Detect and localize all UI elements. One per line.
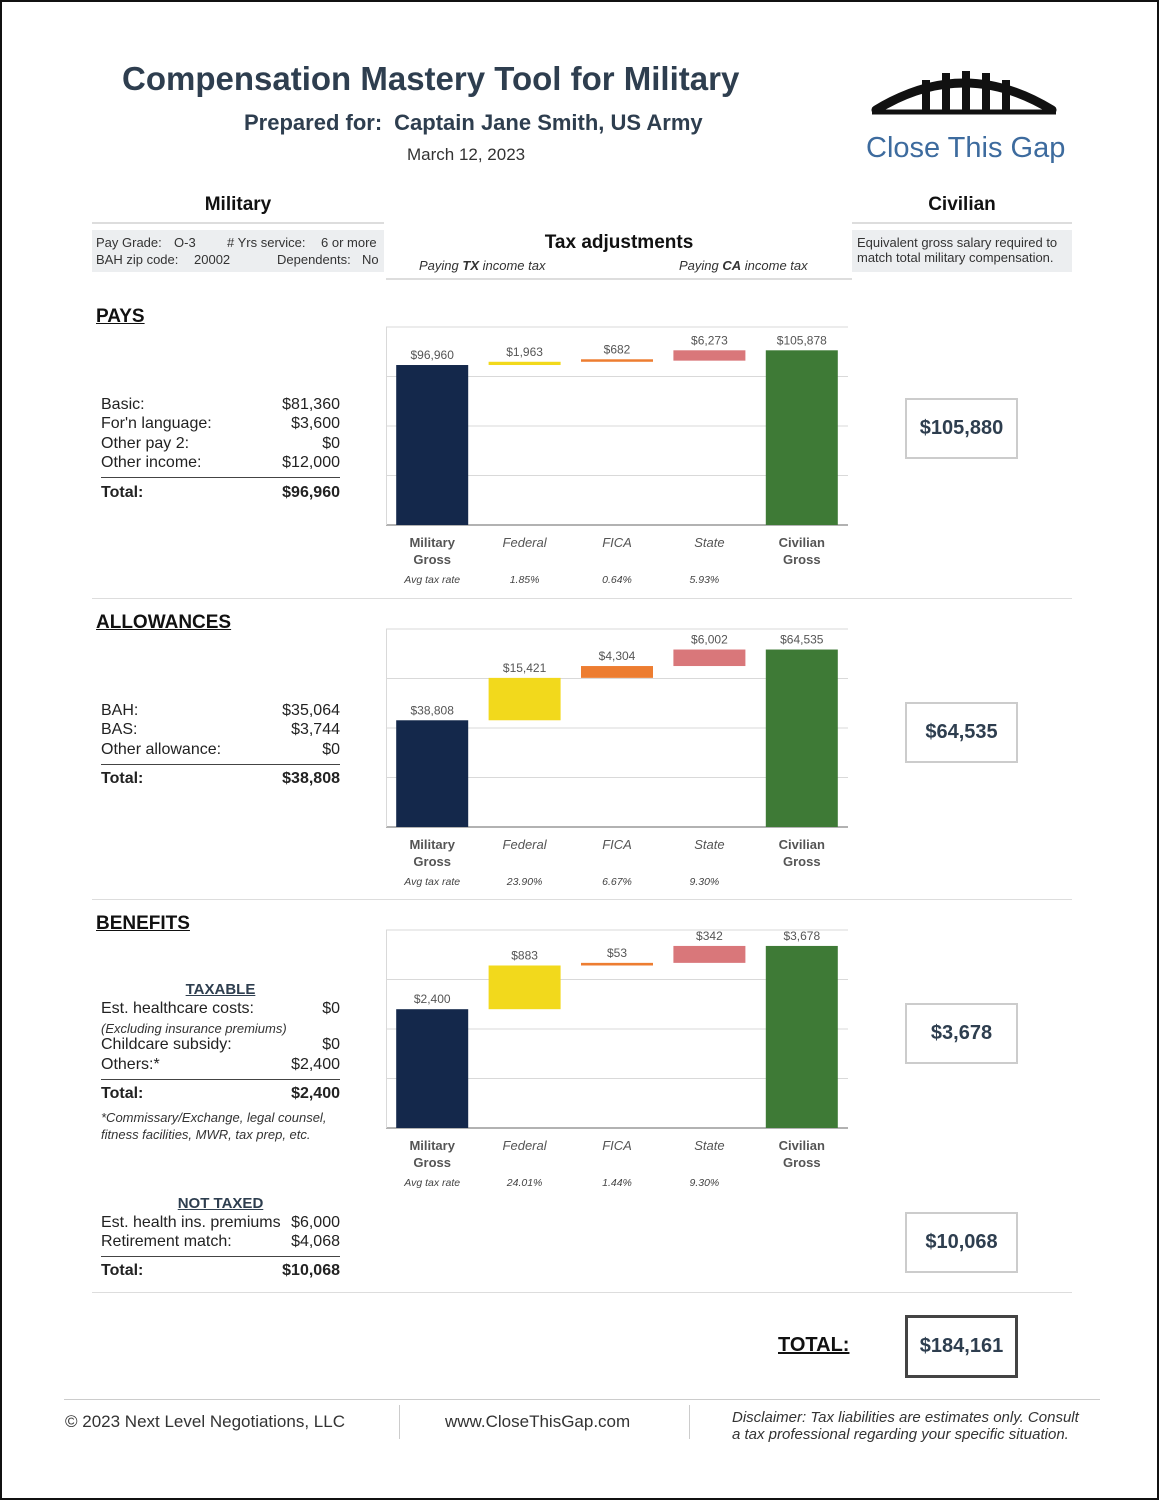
taxable-row-label: Others:* xyxy=(101,1056,160,1073)
divider xyxy=(92,222,384,224)
bah-zip-label: BAH zip code: xyxy=(96,252,179,267)
chart-value-label: $2,400 xyxy=(413,992,451,1007)
tax-left-prefix: Paying xyxy=(419,258,459,273)
chart-value-label: $883 xyxy=(511,948,538,963)
chart-category-label: Gross xyxy=(413,854,451,869)
divider xyxy=(852,222,1072,224)
divider xyxy=(386,278,852,280)
allowances-row-label: Other allowance: xyxy=(101,741,222,758)
avg-tax-rate: 5.93% xyxy=(689,574,720,586)
chart-category-label: Civilian xyxy=(778,837,825,852)
pays-row-value: $12,000 xyxy=(282,454,340,471)
chart-category-label: Civilian xyxy=(778,1138,825,1153)
not-taxed-row-value: $6,000 xyxy=(291,1214,340,1231)
dependents-label: Dependents: xyxy=(277,252,351,267)
footnote-line-1: *Commissary/Exchange, legal counsel, xyxy=(101,1110,327,1125)
prepared-for-label: Prepared for: xyxy=(244,110,383,135)
chart-category-label: Gross xyxy=(413,552,451,567)
taxable-row-value: $0 xyxy=(322,1000,340,1017)
pays-row-label: Basic: xyxy=(101,396,145,413)
pays-row-value: $81,360 xyxy=(282,396,340,413)
chart-category-label: State xyxy=(694,1138,725,1153)
total-rule xyxy=(101,1256,340,1257)
chart-bar xyxy=(673,650,745,667)
chart-value-label: $15,421 xyxy=(502,660,547,675)
tax-left-suffix: income tax xyxy=(482,258,546,273)
pays-row-label: Other pay 2: xyxy=(101,435,190,452)
section-divider xyxy=(92,1292,1072,1293)
avg-tax-rate-label: Avg tax rate xyxy=(404,876,461,888)
years-service-value: 6 or more xyxy=(321,235,377,250)
taxable-row-value: $0 xyxy=(322,1036,340,1053)
chart-bar xyxy=(581,963,653,966)
footnote-line-2: fitness facilities, MWR, tax prep, etc. xyxy=(101,1127,311,1142)
disclaimer-line-2: a tax professional regarding your specific situation. xyxy=(732,1426,1069,1443)
chart-category-label: Military xyxy=(409,1138,455,1153)
total-rule xyxy=(101,477,340,478)
chart-category-label: Military xyxy=(409,837,455,852)
benefits-civilian-value: $3,678 xyxy=(905,1003,1018,1064)
disclaimer xyxy=(732,1409,1079,1443)
tax-right-note xyxy=(679,258,808,273)
chart-bar xyxy=(766,350,838,525)
chart-value-label: $1,963 xyxy=(506,344,543,359)
chart-value-label: $64,535 xyxy=(780,632,824,647)
pays-total-value: $96,960 xyxy=(282,484,340,501)
chart-category-label: FICA xyxy=(602,1138,632,1153)
chart-category-label: Gross xyxy=(783,1155,821,1170)
taxable-row-label: Childcare subsidy: xyxy=(101,1036,232,1053)
years-service-label: # Yrs service: xyxy=(227,235,306,250)
report-date: March 12, 2023 xyxy=(407,145,526,164)
taxable-total-label: Total: xyxy=(101,1085,144,1102)
chart-bar xyxy=(396,1009,468,1128)
chart-bar xyxy=(673,946,745,963)
chart-category-label: FICA xyxy=(602,837,632,852)
bridge-icon xyxy=(862,62,1072,132)
taxable-row-label: Est. healthcare costs: xyxy=(101,1000,254,1017)
footer-separator xyxy=(689,1405,690,1439)
website-link[interactable]: www.CloseThisGap.com xyxy=(445,1412,631,1431)
avg-tax-rate: 9.30% xyxy=(689,1177,720,1189)
grand-total-label: TOTAL: xyxy=(778,1334,850,1356)
total-rule xyxy=(101,1079,340,1080)
chart-bar xyxy=(489,965,561,1009)
chart-category-label: Federal xyxy=(502,1138,547,1153)
chart-bar xyxy=(396,365,468,525)
pays-row-value: $0 xyxy=(322,435,340,452)
avg-tax-rate: 23.90% xyxy=(506,876,543,888)
allowances-row-value: $35,064 xyxy=(282,702,340,719)
chart-value-label: $6,002 xyxy=(691,632,728,647)
civilian-column-heading: Civilian xyxy=(928,194,996,215)
chart-category-label: Federal xyxy=(502,837,547,852)
avg-tax-rate: 1.85% xyxy=(509,574,540,586)
tax-left-note xyxy=(419,258,546,273)
chart-category-label: Federal xyxy=(502,535,547,550)
chart-bar xyxy=(766,650,838,827)
not-taxed-row-label: Est. health ins. premiums xyxy=(101,1214,281,1231)
not-taxed-heading: NOT TAXED xyxy=(177,1195,264,1212)
benefits-heading: BENEFITS xyxy=(96,913,190,934)
pays-chart xyxy=(386,322,852,592)
not-taxed-row-value: $4,068 xyxy=(291,1233,340,1250)
allowances-civilian-value: $64,535 xyxy=(905,702,1018,763)
pay-grade-value: O-3 xyxy=(174,235,196,250)
chart-bar xyxy=(489,678,561,720)
allowances-row-value: $3,744 xyxy=(291,721,340,738)
avg-tax-rate: 6.67% xyxy=(602,876,632,888)
not-taxed-civilian-value: $10,068 xyxy=(905,1212,1018,1273)
taxable-heading: TAXABLE xyxy=(185,981,256,998)
section-divider xyxy=(92,598,1072,599)
chart-value-label: $342 xyxy=(696,928,723,943)
chart-value-label: $96,960 xyxy=(410,348,454,363)
allowances-total-value: $38,808 xyxy=(282,770,340,787)
footer-separator xyxy=(399,1405,400,1439)
prepared-for-name: Captain Jane Smith, US Army xyxy=(394,110,703,135)
allowances-total-label: Total: xyxy=(101,770,144,787)
chart-category-label: Gross xyxy=(783,552,821,567)
avg-tax-rate: 9.30% xyxy=(689,876,720,888)
chart-bar xyxy=(581,359,653,362)
grand-total-value: $184,161 xyxy=(905,1315,1018,1378)
not-taxed-total-label: Total: xyxy=(101,1262,144,1279)
chart-bar xyxy=(396,720,468,827)
tax-left-state: TX xyxy=(462,258,479,273)
pays-row-value: $3,600 xyxy=(291,415,340,432)
chart-value-label: $105,878 xyxy=(776,333,827,348)
chart-category-label: State xyxy=(694,837,725,852)
benefits-chart xyxy=(386,925,852,1195)
allowances-chart xyxy=(386,624,852,894)
chart-bar xyxy=(673,350,745,360)
chart-value-label: $4,304 xyxy=(598,649,636,664)
allowances-row-label: BAS: xyxy=(101,721,138,738)
chart-value-label: $53 xyxy=(606,945,628,960)
chart-value-label: $682 xyxy=(603,342,631,357)
pays-total-label: Total: xyxy=(101,484,144,501)
allowances-heading: ALLOWANCES xyxy=(96,612,232,633)
chart-category-label: Gross xyxy=(783,854,821,869)
avg-tax-rate-label: Avg tax rate xyxy=(404,1177,461,1189)
chart-value-label: $38,808 xyxy=(410,703,454,718)
dependents-value: No xyxy=(362,252,379,267)
pays-civilian-value: $105,880 xyxy=(905,398,1018,459)
bah-zip-value: 20002 xyxy=(194,252,231,267)
taxable-row-value: $2,400 xyxy=(291,1056,340,1073)
chart-category-label: Civilian xyxy=(778,535,825,550)
avg-tax-rate: 1.44% xyxy=(602,1177,632,1189)
chart-category-label: FICA xyxy=(602,535,632,550)
pays-row-label: Other income: xyxy=(101,454,202,471)
taxable-total-value: $2,400 xyxy=(291,1085,340,1102)
chart-bar xyxy=(489,362,561,365)
chart-bar xyxy=(581,666,653,678)
tax-right-state: CA xyxy=(722,258,742,273)
tax-right-suffix: income tax xyxy=(744,258,808,273)
pay-grade-label: Pay Grade: xyxy=(96,235,162,250)
avg-tax-rate: 24.01% xyxy=(506,1177,543,1189)
copyright: © 2023 Next Level Negotiations, LLC xyxy=(65,1412,345,1431)
footer-divider xyxy=(64,1399,1100,1400)
civilian-desc-line-2: match total military compensation. xyxy=(857,250,1054,265)
military-column-heading: Military xyxy=(204,194,272,215)
tax-right-prefix: Paying xyxy=(679,258,719,273)
chart-bar xyxy=(766,946,838,1128)
chart-category-label: Military xyxy=(409,535,455,550)
chart-category-label: Gross xyxy=(413,1155,451,1170)
tax-adjustments-heading: Tax adjustments xyxy=(544,232,694,253)
civilian-info-box xyxy=(852,230,1072,272)
logo xyxy=(862,62,1072,172)
chart-category-label: State xyxy=(694,535,725,550)
avg-tax-rate-label: Avg tax rate xyxy=(404,574,461,586)
chart-value-label: $3,678 xyxy=(783,928,821,943)
section-divider xyxy=(92,899,1072,900)
military-info-box xyxy=(92,230,384,272)
allowances-row-value: $0 xyxy=(322,741,340,758)
not-taxed-total-value: $10,068 xyxy=(282,1262,340,1279)
taxable-row-note: (Excluding insurance premiums) xyxy=(101,1021,287,1036)
total-rule xyxy=(101,764,340,765)
chart-value-label: $6,273 xyxy=(691,333,728,348)
civilian-desc-line-1: Equivalent gross salary required to xyxy=(857,235,1058,250)
disclaimer-line-1: Disclaimer: Tax liabilities are estimates only. Consult xyxy=(732,1409,1079,1426)
prepared-for xyxy=(244,110,703,136)
page-title: Compensation Mastery Tool for Military xyxy=(122,60,740,97)
allowances-row-label: BAH: xyxy=(101,702,139,719)
pays-row-label: For'n language: xyxy=(101,415,212,432)
not-taxed-row-label: Retirement match: xyxy=(101,1233,232,1250)
pays-heading: PAYS xyxy=(96,306,145,327)
logo-text: Close This Gap xyxy=(866,132,1066,164)
avg-tax-rate: 0.64% xyxy=(602,574,632,586)
